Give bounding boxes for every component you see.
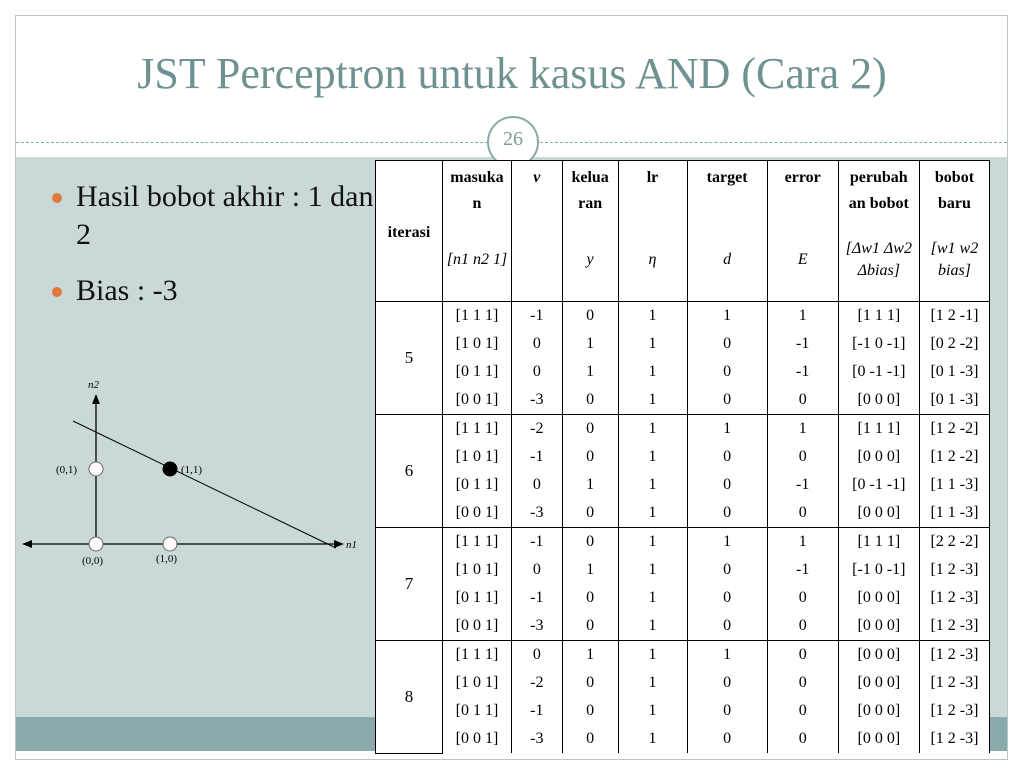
table-cell: [0 1 1]	[442, 697, 511, 725]
table-cell: 0	[562, 669, 618, 697]
col-header-target: target	[687, 161, 767, 226]
table-cell: 1	[687, 415, 767, 444]
table-cell: 0	[511, 358, 562, 386]
table-cell: -3	[511, 386, 562, 415]
table-cell: 0	[687, 669, 767, 697]
table-cell: 0	[767, 584, 838, 612]
table-cell: 1	[562, 641, 618, 670]
point-1-0	[163, 537, 177, 551]
table-cell: [0 -1 -1]	[838, 471, 919, 499]
table-cell: 1	[687, 641, 767, 670]
table-cell: [0 1 -3]	[919, 386, 989, 415]
table-cell: [0 0 0]	[838, 641, 919, 670]
iterasi-cell: 7	[376, 528, 443, 641]
table-cell: 1	[618, 330, 687, 358]
table-cell: -1	[511, 584, 562, 612]
table-cell: [-1 0 -1]	[838, 556, 919, 584]
table-cell: 0	[562, 415, 618, 444]
symbol-v	[511, 225, 562, 302]
table-cell: [1 2 -3]	[919, 669, 989, 697]
table-cell: -1	[511, 302, 562, 331]
table-cell: 0	[562, 302, 618, 331]
table-cell: -2	[511, 669, 562, 697]
table-cell: -1	[511, 443, 562, 471]
table-cell: [1 1 -3]	[919, 499, 989, 528]
table-cell: 1	[618, 528, 687, 557]
point-label: (1,0)	[156, 553, 178, 565]
col-header-iterasi: iterasi	[376, 161, 443, 302]
table-cell: 1	[687, 528, 767, 557]
x-axis-right-arrow-icon	[334, 540, 344, 548]
table-cell: 0	[767, 443, 838, 471]
table-row	[376, 697, 990, 725]
bullet-list	[48, 178, 378, 328]
symbol-lr: η	[618, 225, 687, 302]
table-cell: [1 0 1]	[442, 669, 511, 697]
symbol-target: d	[687, 225, 767, 302]
and-decision-diagram	[18, 376, 368, 576]
table-cell: [1 2 -3]	[919, 612, 989, 641]
symbol-bobot: [w1 w2 bias]	[919, 225, 989, 302]
table-cell: [0 -1 -1]	[838, 358, 919, 386]
table-row	[376, 725, 990, 753]
table-cell: 1	[767, 528, 838, 557]
bullet-dot-icon	[52, 193, 62, 203]
bullet-text: Hasil bobot akhir : 1 dan 2	[76, 180, 374, 251]
table-row	[376, 302, 990, 331]
table-cell: 0	[687, 471, 767, 499]
bullet-dot-icon	[52, 287, 62, 297]
table-cell: [0 1 1]	[442, 471, 511, 499]
table-cell: [1 1 1]	[442, 302, 511, 331]
table-cell: [0 1 -3]	[919, 358, 989, 386]
table-row	[376, 584, 990, 612]
table-cell: -1	[767, 471, 838, 499]
table-cell: 1	[562, 471, 618, 499]
table-cell: 1	[618, 669, 687, 697]
table-cell: [0 0 1]	[442, 612, 511, 641]
table-cell: 1	[618, 584, 687, 612]
table-row	[376, 471, 990, 499]
table-cell: [0 1 1]	[442, 584, 511, 612]
table-cell: 1	[562, 556, 618, 584]
table-cell: [0 0 1]	[442, 386, 511, 415]
bullet-text: Bias : -3	[76, 274, 178, 307]
table-cell: [0 0 0]	[838, 443, 919, 471]
table-cell: [0 0 0]	[838, 697, 919, 725]
table-cell: 0	[687, 358, 767, 386]
x-axis-left-arrow-icon	[22, 540, 32, 548]
slide-title: JST Perceptron untuk kasus AND (Cara 2)	[137, 49, 887, 98]
iterasi-cell: 6	[376, 415, 443, 528]
table-cell: [-1 0 -1]	[838, 330, 919, 358]
table-cell: 1	[618, 358, 687, 386]
table-cell: 1	[618, 697, 687, 725]
table-cell: 1	[618, 612, 687, 641]
table-cell: -1	[767, 330, 838, 358]
table-row	[376, 612, 990, 641]
table-cell: [1 0 1]	[442, 330, 511, 358]
point-0-1	[89, 462, 103, 476]
col-header-keluaran: kelua ran	[562, 161, 618, 226]
table-cell: 0	[767, 641, 838, 670]
table-row	[376, 499, 990, 528]
table-cell: 1	[618, 302, 687, 331]
iterasi-cell: 5	[376, 302, 443, 415]
table-cell: 0	[767, 612, 838, 641]
table-cell: [1 1 1]	[442, 528, 511, 557]
table-cell: 0	[562, 443, 618, 471]
bullet-item	[48, 178, 378, 254]
iterasi-cell: 8	[376, 641, 443, 754]
table-cell: [0 0 0]	[838, 386, 919, 415]
table-cell: 0	[687, 612, 767, 641]
col-header-error: error	[767, 161, 838, 226]
table-cell: 0	[687, 697, 767, 725]
perceptron-iteration-table	[375, 160, 990, 754]
table-body	[376, 302, 990, 754]
bullet-item	[48, 272, 378, 310]
table-cell: [0 0 0]	[838, 725, 919, 753]
table-cell: 0	[767, 669, 838, 697]
table-row	[376, 641, 990, 670]
table-cell: -1	[767, 556, 838, 584]
col-header-perubahan-bobot: perubah an bobot	[838, 161, 919, 226]
table-cell: -1	[511, 528, 562, 557]
table-row	[376, 386, 990, 415]
table-row	[376, 528, 990, 557]
table-row	[376, 443, 990, 471]
col-header-bobot-baru: bobot baru	[919, 161, 989, 226]
table-cell: [1 0 1]	[442, 556, 511, 584]
y-axis-arrow-icon	[92, 394, 100, 404]
symbol-keluaran: y	[562, 225, 618, 302]
point-label: (0,1)	[56, 464, 78, 476]
table-cell: [1 1 1]	[442, 641, 511, 670]
table-cell: -3	[511, 725, 562, 753]
table-cell: [0 1 1]	[442, 358, 511, 386]
table-cell: [1 1 1]	[442, 415, 511, 444]
y-axis-label: n2	[88, 379, 99, 391]
table-cell: 0	[562, 386, 618, 415]
table-cell: -3	[511, 499, 562, 528]
table-row	[376, 358, 990, 386]
table-row	[376, 415, 990, 444]
table-cell: 0	[767, 386, 838, 415]
table-cell: 0	[767, 697, 838, 725]
table-cell: [1 1 1]	[838, 302, 919, 331]
table-cell: 1	[618, 725, 687, 753]
table-cell: 0	[687, 386, 767, 415]
table-cell: [0 0 1]	[442, 499, 511, 528]
table-cell: 0	[562, 725, 618, 753]
col-header-v: v	[511, 161, 562, 226]
decision-boundary-line	[73, 421, 336, 548]
table-cell: [0 0 0]	[838, 612, 919, 641]
symbol-error: E	[767, 225, 838, 302]
table-cell: 0	[687, 556, 767, 584]
table-cell: [1 2 -1]	[919, 302, 989, 331]
table-cell: [1 2 -3]	[919, 697, 989, 725]
table-cell: 0	[767, 725, 838, 753]
table-cell: -1	[767, 358, 838, 386]
table-cell: 1	[618, 415, 687, 444]
table-cell: [0 0 1]	[442, 725, 511, 753]
table-cell: -3	[511, 612, 562, 641]
table-row	[376, 330, 990, 358]
table-cell: [1 1 1]	[838, 528, 919, 557]
point-label: (1,1)	[181, 464, 203, 476]
table-cell: 0	[562, 612, 618, 641]
table-cell: 1	[618, 499, 687, 528]
table-cell: 0	[511, 471, 562, 499]
table-cell: [0 2 -2]	[919, 330, 989, 358]
table-cell: 0	[767, 499, 838, 528]
table-cell: [1 1 -3]	[919, 471, 989, 499]
table-row	[376, 669, 990, 697]
page-number: 26	[503, 128, 523, 150]
table-cell: 1	[767, 302, 838, 331]
col-header-lr: lr	[618, 161, 687, 226]
table-cell: 1	[618, 386, 687, 415]
point-1-1	[163, 462, 177, 476]
table-cell: 0	[687, 725, 767, 753]
table-cell: [1 2 -3]	[919, 725, 989, 753]
point-0-0	[89, 537, 103, 551]
table-cell: [1 2 -3]	[919, 584, 989, 612]
table-cell: [1 2 -2]	[919, 415, 989, 444]
table-cell: 0	[687, 584, 767, 612]
table-row	[376, 556, 990, 584]
table-cell: [0 0 0]	[838, 669, 919, 697]
table-cell: [1 1 1]	[838, 415, 919, 444]
table-cell: [1 2 -3]	[919, 641, 989, 670]
point-label: (0,0)	[82, 555, 104, 567]
table-cell: 0	[511, 556, 562, 584]
table-cell: 0	[687, 330, 767, 358]
table-cell: 0	[687, 443, 767, 471]
table-cell: [2 2 -2]	[919, 528, 989, 557]
table-cell: 0	[562, 584, 618, 612]
table-cell: 1	[767, 415, 838, 444]
table-cell: 1	[618, 471, 687, 499]
table-cell: [0 0 0]	[838, 499, 919, 528]
table-cell: [0 0 0]	[838, 584, 919, 612]
table-cell: 1	[618, 556, 687, 584]
table-cell: -1	[511, 697, 562, 725]
table-cell: [1 0 1]	[442, 443, 511, 471]
table-cell: 1	[618, 443, 687, 471]
table-cell: 0	[511, 641, 562, 670]
table-cell: [1 2 -2]	[919, 443, 989, 471]
table-cell: 0	[562, 499, 618, 528]
table-cell: -2	[511, 415, 562, 444]
x-axis-label: n1	[346, 539, 357, 551]
table-cell: 0	[562, 697, 618, 725]
table-cell: 1	[618, 641, 687, 670]
table-cell: 0	[562, 528, 618, 557]
table-cell: [1 2 -3]	[919, 556, 989, 584]
col-header-masukan: masuka n	[442, 161, 511, 226]
table-cell: 1	[562, 358, 618, 386]
table-cell: 0	[687, 499, 767, 528]
symbol-perubahan: [Δw1 Δw2 Δbias]	[838, 225, 919, 302]
symbol-masukan: [n1 n2 1]	[442, 225, 511, 302]
table-cell: 1	[562, 330, 618, 358]
table-cell: 0	[511, 330, 562, 358]
table-cell: 1	[687, 302, 767, 331]
